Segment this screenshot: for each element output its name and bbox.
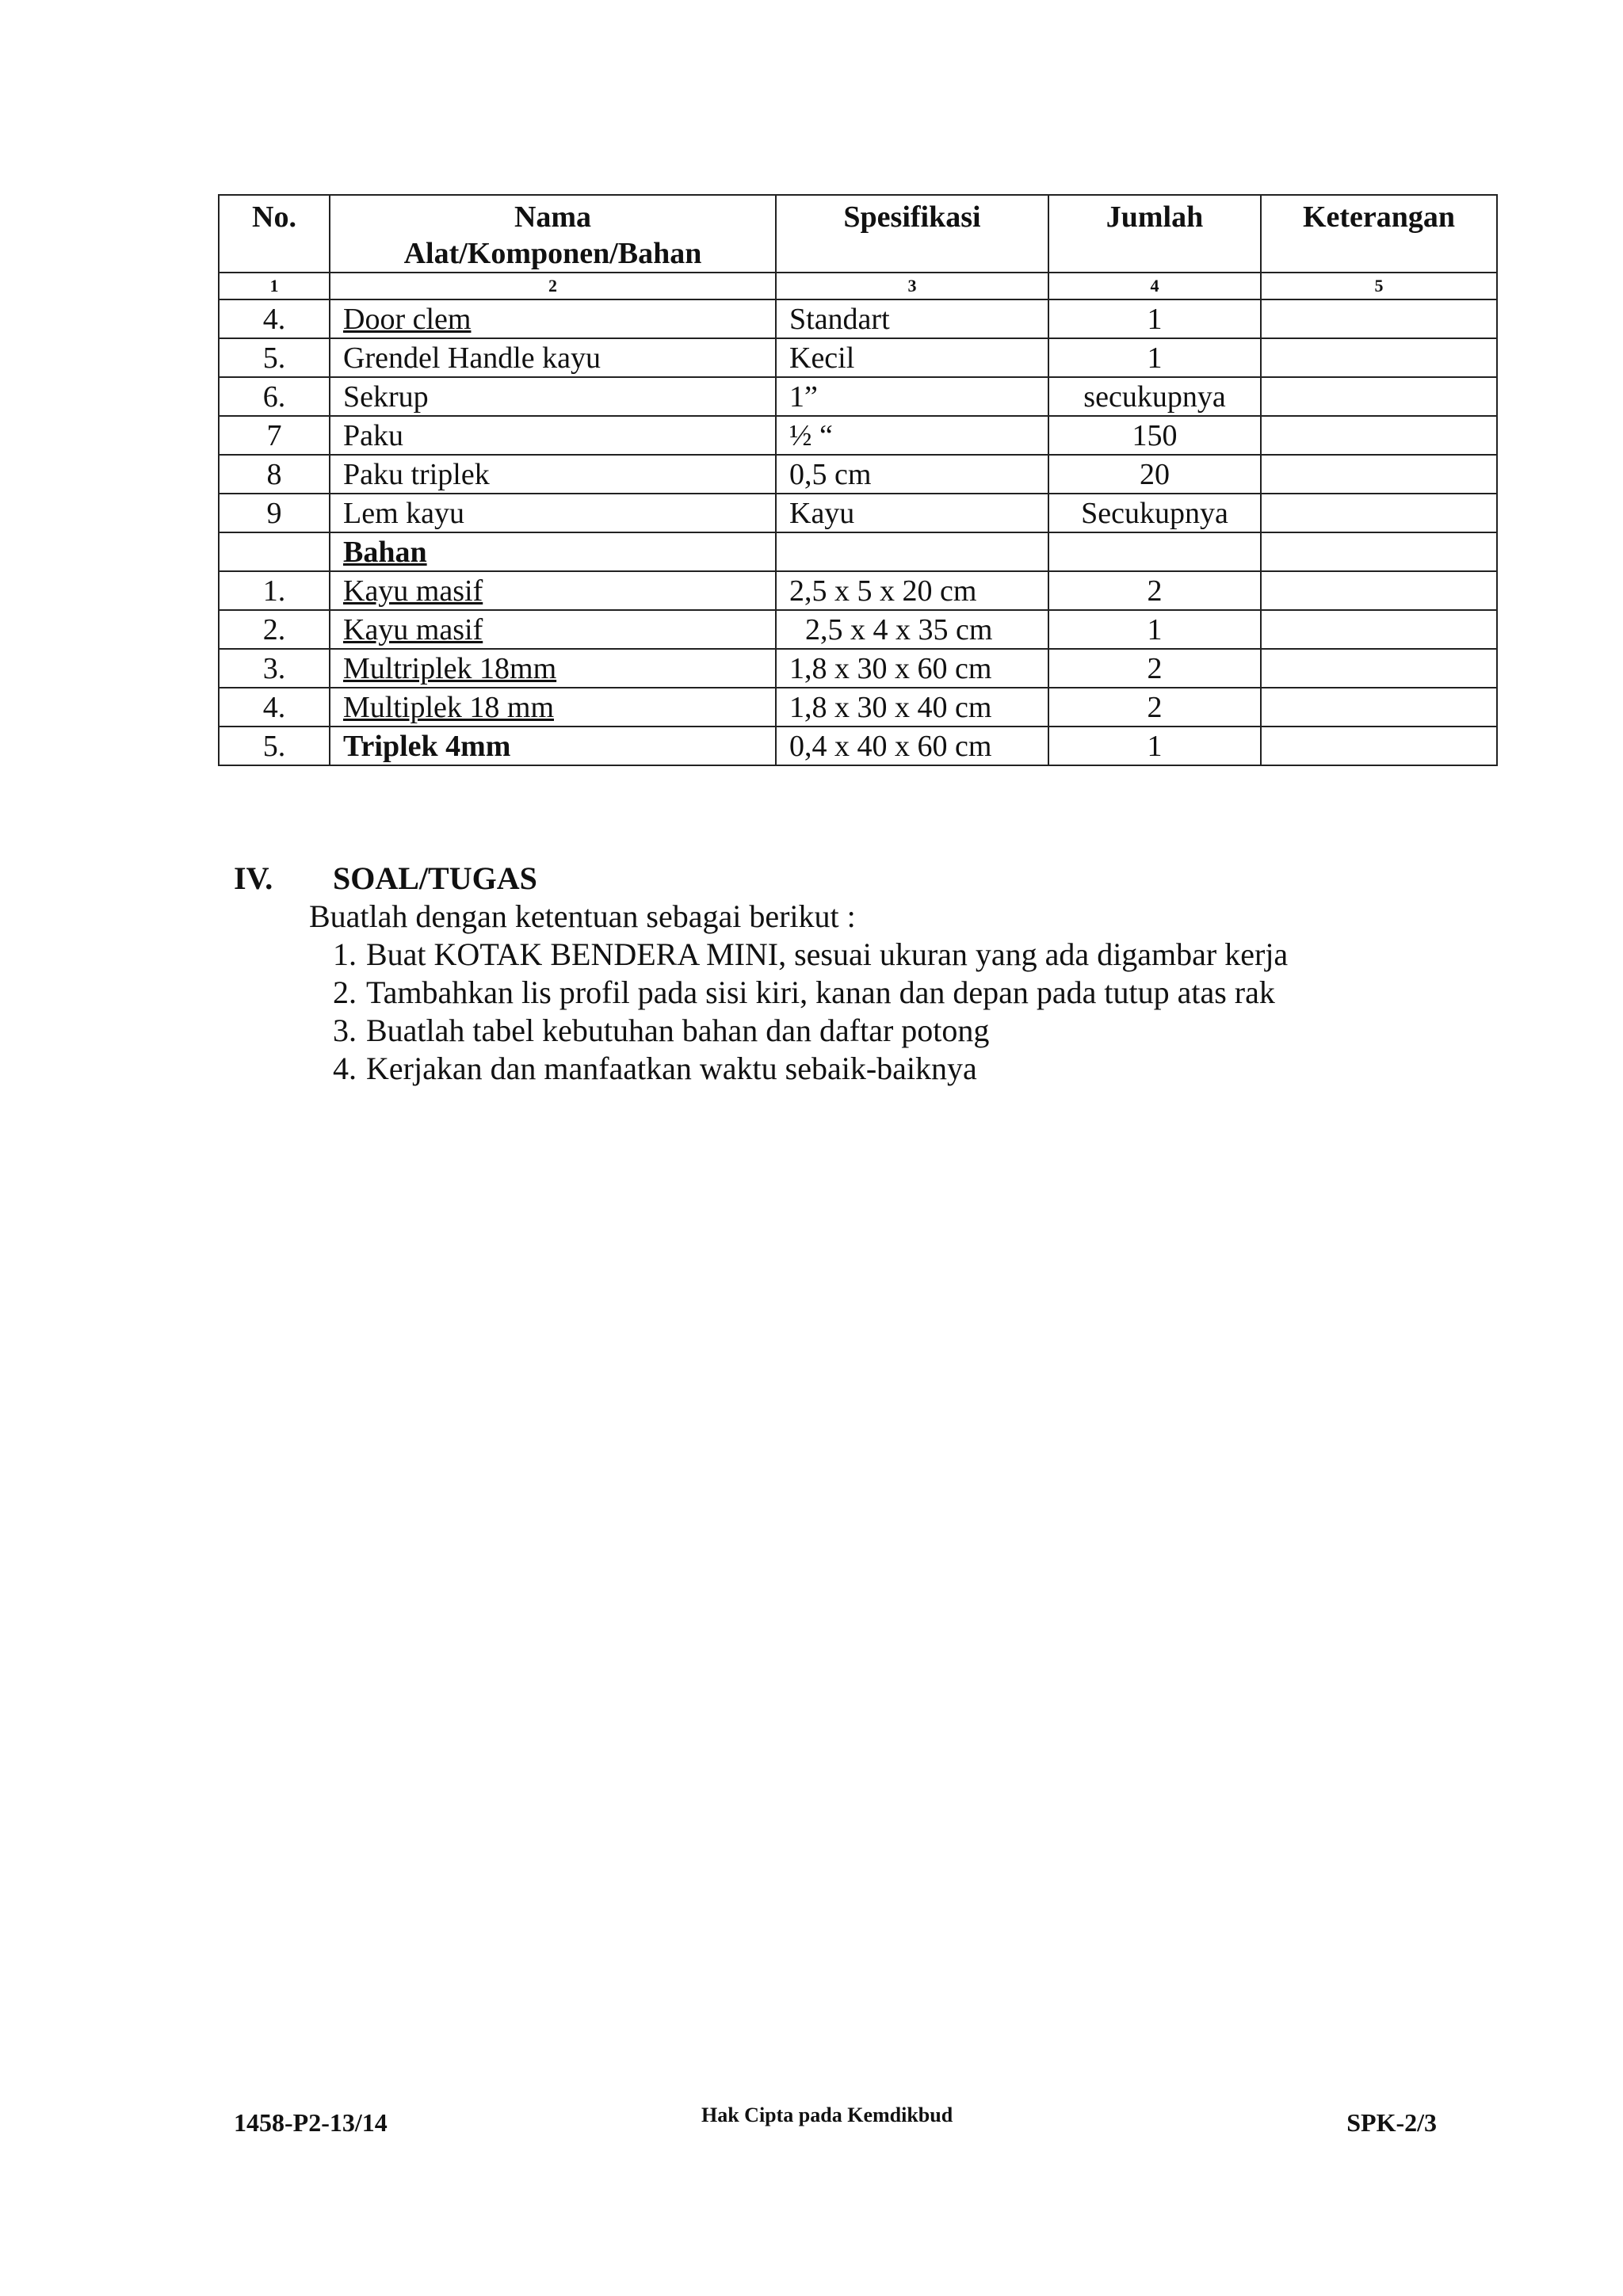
section-label-bahan: Bahan bbox=[343, 535, 427, 569]
task-list bbox=[333, 936, 1518, 1088]
list-item bbox=[333, 974, 1518, 1012]
row-nama bbox=[330, 727, 776, 765]
header-nama-line1: Nama bbox=[514, 200, 592, 234]
row-nama-text: Triplek 4mm bbox=[343, 729, 511, 763]
column-number: 2 bbox=[330, 273, 776, 299]
row-nama: Paku triplek bbox=[330, 455, 776, 494]
section-title: SOAL/TUGAS bbox=[333, 860, 537, 896]
row-jumlah bbox=[1048, 532, 1261, 571]
row-spesifikasi bbox=[776, 532, 1048, 571]
row-nama: Paku bbox=[330, 416, 776, 455]
row-keterangan bbox=[1261, 338, 1497, 377]
table-row bbox=[219, 688, 1497, 727]
row-no: 7 bbox=[219, 416, 330, 455]
header-nama-line2: Alat/Komponen/Bahan bbox=[403, 237, 702, 270]
row-no: 6. bbox=[219, 377, 330, 416]
list-item-text: Buat KOTAK BENDERA MINI, sesuai ukuran yang ada digambar kerja bbox=[366, 936, 1289, 972]
list-item-number: 1. bbox=[333, 936, 357, 972]
row-nama: Sekrup bbox=[330, 377, 776, 416]
table-row bbox=[219, 571, 1497, 610]
row-nama-text: Multiplek 18 mm bbox=[343, 690, 554, 724]
row-jumlah: Secukupnya bbox=[1048, 494, 1261, 532]
row-nama-text: Multriplek 18mm bbox=[343, 651, 557, 685]
row-spesifikasi: Standart bbox=[776, 299, 1048, 338]
page-footer bbox=[234, 2103, 1437, 2143]
row-nama: Lem kayu bbox=[330, 494, 776, 532]
row-no: 4. bbox=[219, 688, 330, 727]
row-spesifikasi: 1” bbox=[776, 377, 1048, 416]
row-keterangan bbox=[1261, 299, 1497, 338]
row-jumlah: 150 bbox=[1048, 416, 1261, 455]
row-jumlah: 1 bbox=[1048, 338, 1261, 377]
row-nama bbox=[330, 299, 776, 338]
row-nama bbox=[330, 688, 776, 727]
row-spesifikasi: 1,8 x 30 x 60 cm bbox=[776, 649, 1048, 688]
row-jumlah: secukupnya bbox=[1048, 377, 1261, 416]
table-row bbox=[219, 455, 1497, 494]
row-jumlah: 20 bbox=[1048, 455, 1261, 494]
row-no: 8 bbox=[219, 455, 330, 494]
row-spesifikasi: Kayu bbox=[776, 494, 1048, 532]
list-item-text: Buatlah tabel kebutuhan bahan dan daftar potong bbox=[366, 1013, 990, 1048]
row-no: 5. bbox=[219, 338, 330, 377]
row-no: 3. bbox=[219, 649, 330, 688]
page-number: SPK-2/3 bbox=[1346, 2108, 1437, 2137]
column-number-row bbox=[219, 273, 1497, 299]
row-jumlah: 1 bbox=[1048, 299, 1261, 338]
row-keterangan bbox=[1261, 532, 1497, 571]
row-keterangan bbox=[1261, 688, 1497, 727]
row-nama-text: Kayu masif bbox=[343, 612, 483, 646]
row-no: 2. bbox=[219, 610, 330, 649]
table-row bbox=[219, 338, 1497, 377]
column-number: 5 bbox=[1261, 273, 1497, 299]
list-item-text: Kerjakan dan manfaatkan waktu sebaik-baiknya bbox=[366, 1051, 977, 1086]
row-spesifikasi: ½ “ bbox=[776, 416, 1048, 455]
row-no bbox=[219, 532, 330, 571]
row-spesifikasi: Kecil bbox=[776, 338, 1048, 377]
row-jumlah: 1 bbox=[1048, 610, 1261, 649]
row-no: 9 bbox=[219, 494, 330, 532]
table-header-row bbox=[219, 195, 1497, 273]
row-jumlah: 2 bbox=[1048, 571, 1261, 610]
row-no: 1. bbox=[219, 571, 330, 610]
section-number: IV. bbox=[234, 860, 273, 896]
header-no: No. bbox=[219, 195, 330, 273]
row-spesifikasi: 2,5 x 5 x 20 cm bbox=[776, 571, 1048, 610]
list-item-number: 4. bbox=[333, 1051, 357, 1086]
table-row bbox=[219, 377, 1497, 416]
header-keterangan: Keterangan bbox=[1261, 195, 1497, 273]
row-keterangan bbox=[1261, 727, 1497, 765]
table-row bbox=[219, 494, 1497, 532]
row-keterangan bbox=[1261, 455, 1497, 494]
list-item-number: 3. bbox=[333, 1013, 357, 1048]
row-keterangan bbox=[1261, 494, 1497, 532]
list-item-number: 2. bbox=[333, 974, 357, 1010]
column-number: 1 bbox=[219, 273, 330, 299]
row-nama: Grendel Handle kayu bbox=[330, 338, 776, 377]
row-jumlah: 2 bbox=[1048, 688, 1261, 727]
header-nama bbox=[330, 195, 776, 273]
row-jumlah: 1 bbox=[1048, 727, 1261, 765]
row-nama-text: Kayu masif bbox=[343, 574, 483, 608]
section-heading bbox=[234, 860, 1518, 898]
row-nama bbox=[330, 571, 776, 610]
row-nama bbox=[330, 610, 776, 649]
row-no: 4. bbox=[219, 299, 330, 338]
row-nama-text: Door clem bbox=[343, 302, 472, 336]
task-section bbox=[234, 860, 1518, 1088]
row-keterangan bbox=[1261, 649, 1497, 688]
row-spesifikasi: 0,5 cm bbox=[776, 455, 1048, 494]
document-code: 1458-P2-13/14 bbox=[234, 2108, 388, 2137]
table-row bbox=[219, 299, 1497, 338]
row-spesifikasi: 2,5 x 4 x 35 cm bbox=[776, 610, 1048, 649]
table-section-row bbox=[219, 532, 1497, 571]
header-spesifikasi: Spesifikasi bbox=[776, 195, 1048, 273]
column-number: 3 bbox=[776, 273, 1048, 299]
row-keterangan bbox=[1261, 377, 1497, 416]
table-row bbox=[219, 416, 1497, 455]
row-spesifikasi: 1,8 x 30 x 40 cm bbox=[776, 688, 1048, 727]
list-item-text: Tambahkan lis profil pada sisi kiri, kanan dan depan pada tutup atas rak bbox=[366, 974, 1275, 1010]
row-keterangan bbox=[1261, 610, 1497, 649]
header-jumlah: Jumlah bbox=[1048, 195, 1261, 273]
section-intro: Buatlah dengan ketentuan sebagai berikut : bbox=[309, 898, 856, 934]
list-item bbox=[333, 936, 1518, 974]
column-number: 4 bbox=[1048, 273, 1261, 299]
row-no: 5. bbox=[219, 727, 330, 765]
row-keterangan bbox=[1261, 571, 1497, 610]
list-item bbox=[333, 1050, 1518, 1088]
copyright-text: Hak Cipta pada Kemdikbud bbox=[701, 2103, 953, 2126]
row-keterangan bbox=[1261, 416, 1497, 455]
row-spesifikasi: 0,4 x 40 x 60 cm bbox=[776, 727, 1048, 765]
row-nama bbox=[330, 649, 776, 688]
table-row bbox=[219, 610, 1497, 649]
table-row bbox=[219, 727, 1497, 765]
table-row bbox=[219, 649, 1497, 688]
row-nama bbox=[330, 532, 776, 571]
list-item bbox=[333, 1012, 1518, 1050]
materials-table bbox=[218, 194, 1498, 766]
row-jumlah: 2 bbox=[1048, 649, 1261, 688]
